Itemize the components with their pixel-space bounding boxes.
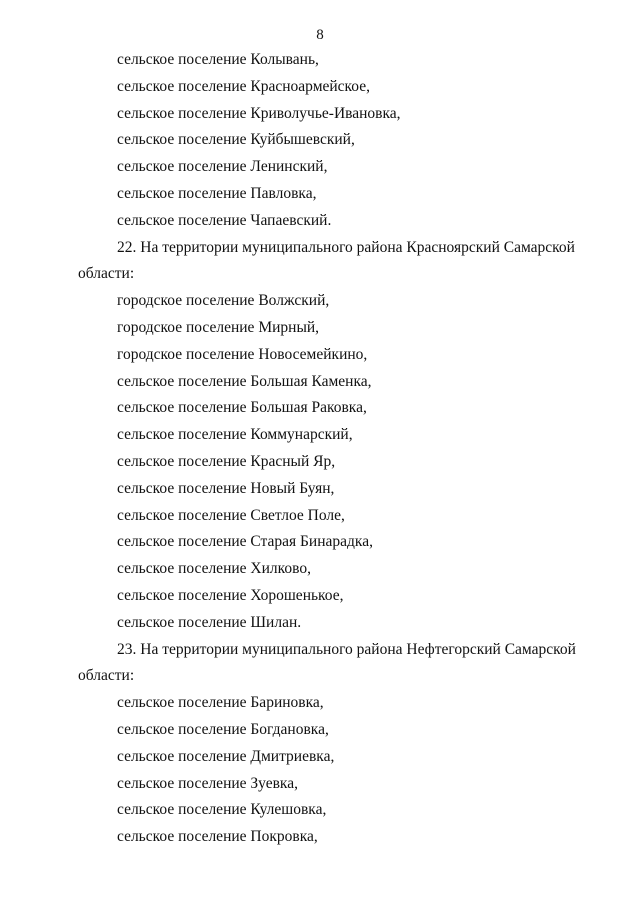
list-item: сельское поселение Хорошенькое, <box>117 586 344 604</box>
list-item: сельское поселение Коммунарский, <box>117 426 353 444</box>
list-item: сельское поселение Дмитриевка, <box>117 747 335 765</box>
list-item: сельское поселение Чапаевский. <box>117 211 332 229</box>
list-item: городское поселение Волжский, <box>117 292 330 310</box>
list-item: сельское поселение Богдановка, <box>117 720 329 738</box>
list-item: сельское поселение Куйбышевский, <box>117 131 355 149</box>
list-item: сельское поселение Павловка, <box>117 184 317 202</box>
list-item: сельское поселение Криволучье-Ивановка, <box>117 104 401 122</box>
list-item: сельское поселение Новый Буян, <box>117 479 335 497</box>
list-item: сельское поселение Светлое Поле, <box>117 506 345 524</box>
list-item: сельское поселение Бариновка, <box>117 694 324 712</box>
list-item: сельское поселение Шилан. <box>117 613 302 631</box>
list-item: сельское поселение Большая Раковка, <box>117 399 367 417</box>
section-22-heading: 22. На территории муниципального района Красноярский Самарской <box>117 238 575 256</box>
list-item: сельское поселение Зуевка, <box>117 774 298 792</box>
list-item: сельское поселение Кулешовка, <box>117 801 327 819</box>
list-item: городское поселение Новосемейкино, <box>117 345 368 363</box>
list-item: сельское поселение Красноармейское, <box>117 77 370 95</box>
list-item: сельское поселение Большая Каменка, <box>117 372 372 390</box>
list-item: сельское поселение Красный Яр, <box>117 452 336 470</box>
document-body <box>0 47 640 851</box>
list-item: сельское поселение Ленинский, <box>117 158 328 176</box>
section-23-heading-continuation: области: <box>78 667 135 685</box>
list-item: сельское поселение Покровка, <box>117 828 318 846</box>
list-item: сельское поселение Старая Бинарадка, <box>117 533 373 551</box>
section-23-heading: 23. На территории муниципального района Нефтегорский Самарской <box>117 640 576 658</box>
list-item: городское поселение Мирный, <box>117 318 320 336</box>
page-number: 8 <box>316 27 324 43</box>
section-22-heading-continuation: области: <box>78 265 135 283</box>
list-item: сельское поселение Колывань, <box>117 51 319 68</box>
list-item: сельское поселение Хилково, <box>117 560 311 578</box>
